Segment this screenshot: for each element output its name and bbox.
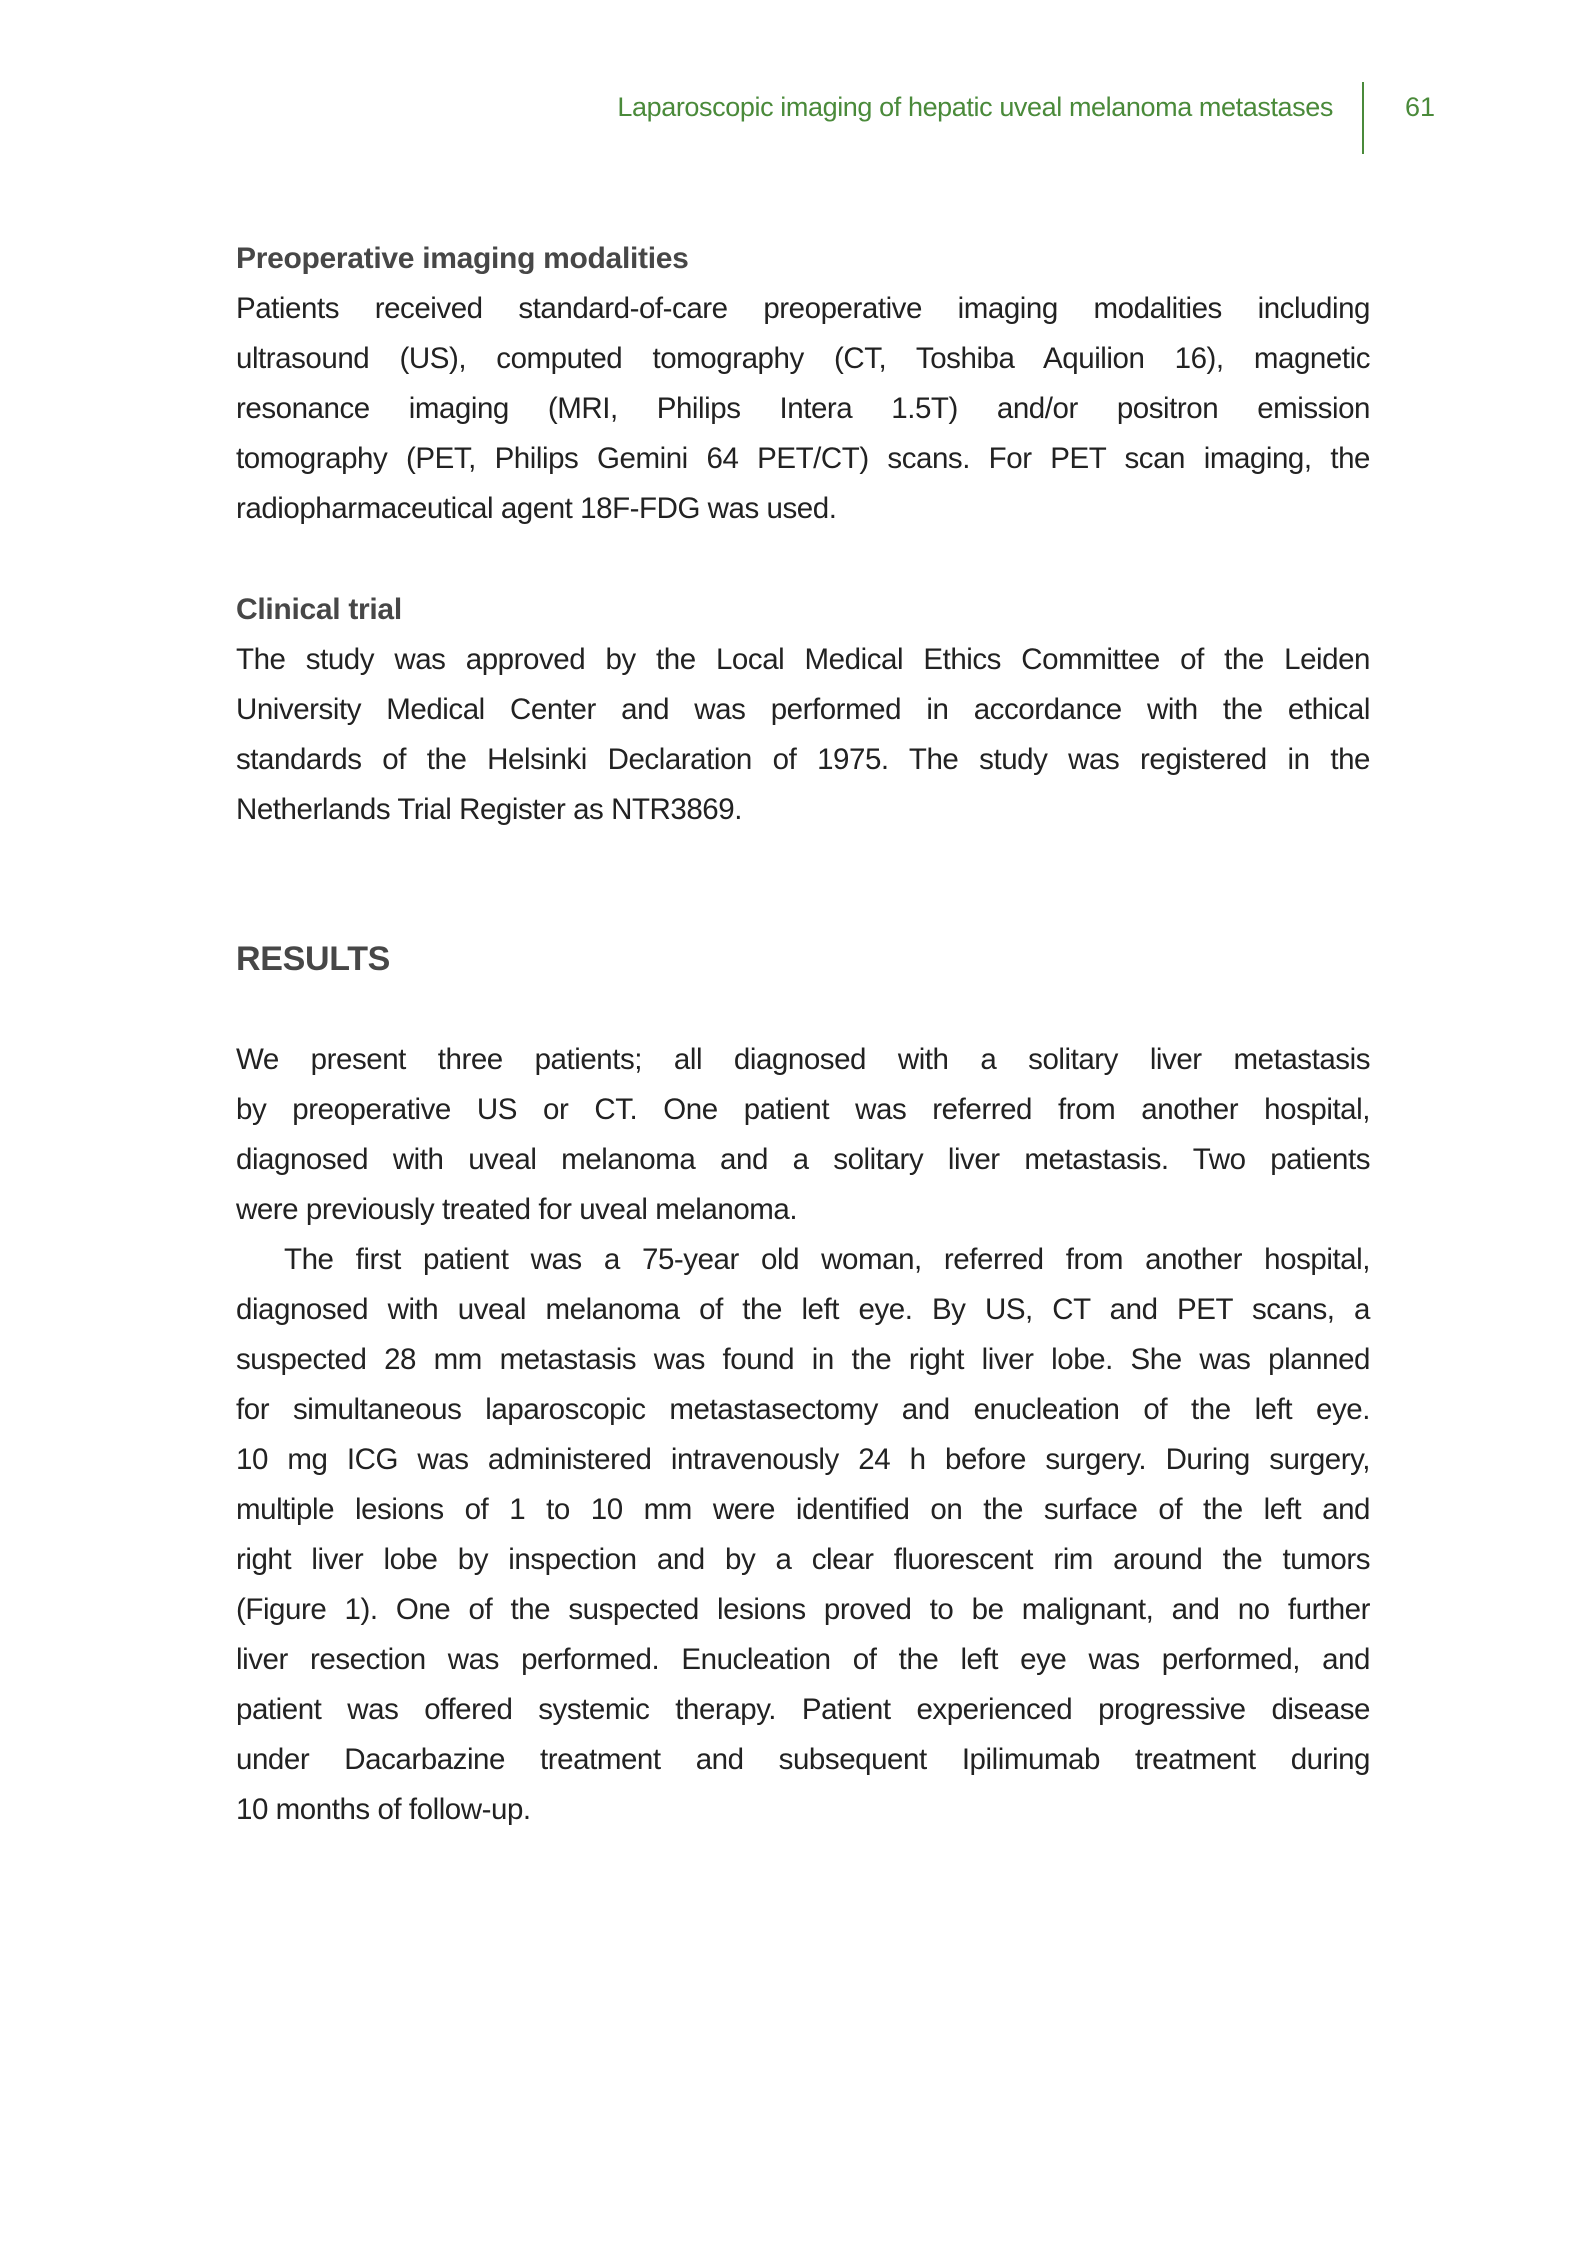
text-line: 10 months of follow-up. <box>236 1793 531 1826</box>
text-line: standards of the Helsinki Declaration of 1975. The study was registered in the <box>236 743 1370 776</box>
results-body <box>236 1035 1370 1835</box>
text-line: under Dacarbazine treatment and subsequent Ipilimumab treatment during <box>236 1743 1370 1776</box>
text-line: ultrasound (US), computed tomography (CT, Toshiba Aquilion 16), magnetic <box>236 342 1370 375</box>
header-divider <box>1362 82 1364 154</box>
section-preoperative-imaging <box>236 234 1370 534</box>
text-line: multiple lesions of 1 to 10 mm were identified on the surface of the left and <box>236 1493 1370 1526</box>
text-line: were previously treated for uveal melanoma. <box>236 1193 798 1226</box>
text-line: University Medical Center and was performed in accordance with the ethical <box>236 693 1370 726</box>
section-heading: Preoperative imaging modalities <box>236 242 689 275</box>
text-line: (Figure 1). One of the suspected lesions proved to be malignant, and no further <box>236 1593 1370 1626</box>
paragraph <box>236 284 1370 534</box>
text-line: resonance imaging (MRI, Philips Intera 1.5T) and/or positron emission <box>236 392 1370 425</box>
text-line: We present three patients; all diagnosed with a solitary liver metastasis <box>236 1043 1370 1076</box>
paragraph <box>236 1035 1370 1235</box>
text-line: liver resection was performed. Enucleation of the left eye was performed, and <box>236 1643 1370 1676</box>
text-line: The first patient was a 75-year old woman, referred from another hospital, <box>284 1243 1370 1276</box>
section-results <box>236 934 1370 984</box>
section-heading: Clinical trial <box>236 593 402 626</box>
section-heading: RESULTS <box>236 940 391 978</box>
text-line: The study was approved by the Local Medical Ethics Committee of the Leiden <box>236 643 1370 676</box>
text-line: diagnosed with uveal melanoma and a solitary liver metastasis. Two patients <box>236 1143 1370 1176</box>
paragraph <box>236 1235 1370 1835</box>
text-line: 10 mg ICG was administered intravenously 24 h before surgery. During surgery, <box>236 1443 1370 1476</box>
text-line: diagnosed with uveal melanoma of the left eye. By US, CT and PET scans, a <box>236 1293 1370 1326</box>
text-line: Netherlands Trial Register as NTR3869. <box>236 793 742 826</box>
text-line: tomography (PET, Philips Gemini 64 PET/CT) scans. For PET scan imaging, the <box>236 442 1370 475</box>
section-clinical-trial <box>236 585 1370 835</box>
text-line: by preoperative US or CT. One patient was referred from another hospital, <box>236 1093 1370 1126</box>
text-line: Patients received standard-of-care preoperative imaging modalities including <box>236 292 1370 325</box>
text-line: suspected 28 mm metastasis was found in the right liver lobe. She was planned <box>236 1343 1370 1376</box>
paragraph <box>236 635 1370 835</box>
text-line: patient was offered systemic therapy. Patient experienced progressive disease <box>236 1693 1370 1726</box>
text-line: right liver lobe by inspection and by a clear fluorescent rim around the tumors <box>236 1543 1370 1576</box>
running-head: Laparoscopic imaging of hepatic uveal melanoma metastases <box>617 92 1333 122</box>
text-line: radiopharmaceutical agent 18F-FDG was used. <box>236 492 837 525</box>
page-number: 61 <box>1405 92 1436 122</box>
text-line: for simultaneous laparoscopic metastasectomy and enucleation of the left eye. <box>236 1393 1370 1426</box>
